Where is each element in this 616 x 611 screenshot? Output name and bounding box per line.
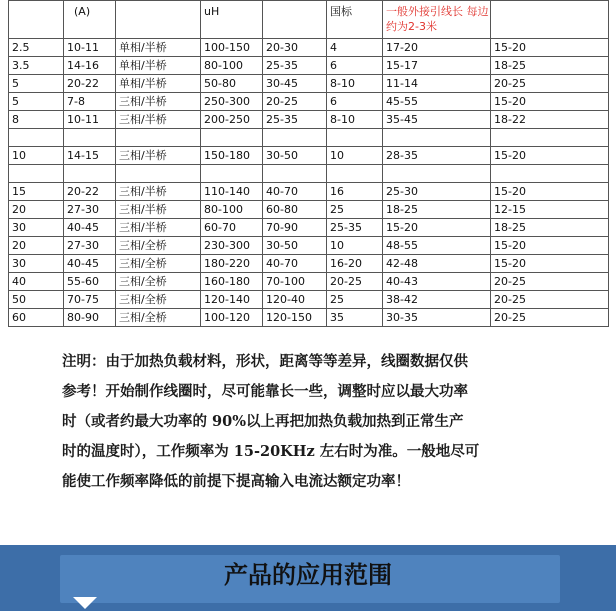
table-cell: 30 (9, 219, 64, 237)
spec-table-wrapper (8, 0, 608, 327)
table-cell: 40 (9, 273, 64, 291)
table-cell: 2.5 (9, 39, 64, 57)
table-cell: 6 (327, 93, 383, 111)
table-cell: 45-55 (383, 93, 491, 111)
table-row (9, 201, 609, 219)
table-row (9, 57, 609, 75)
table-cell: 200-250 (201, 111, 263, 129)
banner-title: 产品的应用范围 (224, 561, 392, 589)
table-header-row (9, 1, 609, 39)
table-cell: 70-75 (64, 291, 116, 309)
table-cell: 20-25 (491, 291, 609, 309)
note-line: 时的温度时），工作频率为 15-20KHz 左右时为准。一般地尽可 (62, 443, 480, 460)
table-cell: 8-10 (327, 75, 383, 93)
table-cell (327, 165, 383, 183)
table-cell: 6 (327, 57, 383, 75)
table-cell: 三相/半桥 (116, 147, 201, 165)
table-cell: 25-35 (263, 57, 327, 75)
table-cell: 3.5 (9, 57, 64, 75)
table-cell: 10-11 (64, 39, 116, 57)
table-cell: 180-220 (201, 255, 263, 273)
table-cell: 15-20 (383, 219, 491, 237)
table-cell: 42-48 (383, 255, 491, 273)
table-cell: 三相/全桥 (116, 237, 201, 255)
table-cell: 20-25 (327, 273, 383, 291)
table-cell: 80-100 (201, 201, 263, 219)
table-cell (64, 129, 116, 147)
table-cell: 40-43 (383, 273, 491, 291)
table-cell: 4 (327, 39, 383, 57)
table-cell: 35-45 (383, 111, 491, 129)
table-cell: 15-20 (491, 39, 609, 57)
table-cell (263, 165, 327, 183)
table-cell: 三相/全桥 (116, 291, 201, 309)
table-cell: 10 (327, 237, 383, 255)
table-cell: 120-40 (263, 291, 327, 309)
note-line: 能使工作频率降低的前提下提高输入电流达额定功率！ (62, 473, 410, 490)
table-cell: 18-22 (491, 111, 609, 129)
table-cell: 5 (9, 93, 64, 111)
header-cell (116, 1, 201, 39)
table-cell: 三相/半桥 (116, 111, 201, 129)
table-cell: 20-30 (263, 39, 327, 57)
table-cell: 50 (9, 291, 64, 309)
table-cell: 110-140 (201, 183, 263, 201)
table-cell: 单相/半桥 (116, 75, 201, 93)
table-row (9, 255, 609, 273)
table-cell (116, 165, 201, 183)
table-cell: 25 (327, 201, 383, 219)
table-row (9, 165, 609, 183)
table-cell: 20-25 (491, 273, 609, 291)
table-cell: 8-10 (327, 111, 383, 129)
table-cell: 50-80 (201, 75, 263, 93)
table-cell (383, 165, 491, 183)
table-cell: 10 (9, 147, 64, 165)
table-row (9, 309, 609, 327)
header-cell (263, 1, 327, 39)
table-cell: 160-180 (201, 273, 263, 291)
table-cell: 18-25 (491, 57, 609, 75)
table-cell: 15 (9, 183, 64, 201)
table-cell (383, 129, 491, 147)
table-cell: 10-11 (64, 111, 116, 129)
table-cell: 15-20 (491, 147, 609, 165)
header-cell: uH (201, 1, 263, 39)
table-cell: 12-15 (491, 201, 609, 219)
table-row (9, 111, 609, 129)
table-cell: 16-20 (327, 255, 383, 273)
table-cell: 15-20 (491, 183, 609, 201)
note-line: 注明：由于加热负载材料，形状，距离等等差异，线圈数据仅供 (62, 353, 468, 370)
table-cell: 20-25 (491, 309, 609, 327)
table-cell: 70-90 (263, 219, 327, 237)
table-cell: 8 (9, 111, 64, 129)
table-cell: 27-30 (64, 237, 116, 255)
table-cell: 30-45 (263, 75, 327, 93)
table-cell: 60-70 (201, 219, 263, 237)
table-cell: 30-50 (263, 147, 327, 165)
table-cell: 60 (9, 309, 64, 327)
table-cell (491, 129, 609, 147)
table-cell (116, 129, 201, 147)
table-row (9, 237, 609, 255)
table-cell: 25 (327, 291, 383, 309)
table-cell: 三相/半桥 (116, 183, 201, 201)
table-cell: 17-20 (383, 39, 491, 57)
table-cell (263, 129, 327, 147)
table-row (9, 129, 609, 147)
table-row (9, 39, 609, 57)
table-cell: 100-120 (201, 309, 263, 327)
table-row (9, 75, 609, 93)
table-cell: 48-55 (383, 237, 491, 255)
table-cell: 三相/半桥 (116, 93, 201, 111)
table-cell: 38-42 (383, 291, 491, 309)
table-cell: 三相/全桥 (116, 273, 201, 291)
note-paragraph (62, 347, 582, 497)
table-cell: 20-25 (491, 75, 609, 93)
table-cell (491, 165, 609, 183)
table-cell: 15-20 (491, 237, 609, 255)
table-cell: 80-100 (201, 57, 263, 75)
header-cell: (A) (64, 1, 116, 39)
coil-spec-table (8, 0, 609, 327)
table-row (9, 219, 609, 237)
table-cell: 单相/半桥 (116, 57, 201, 75)
table-cell: 15-20 (491, 255, 609, 273)
table-cell: 40-45 (64, 219, 116, 237)
section-banner (0, 545, 616, 611)
table-cell (327, 129, 383, 147)
header-cell-lead-length: 一般外接引线长 每边约为2-3米 (383, 1, 491, 39)
header-cell (491, 1, 609, 39)
table-cell: 70-100 (263, 273, 327, 291)
table-cell: 11-14 (383, 75, 491, 93)
table-cell: 15-17 (383, 57, 491, 75)
table-row (9, 93, 609, 111)
table-cell (9, 129, 64, 147)
table-cell: 三相/半桥 (116, 201, 201, 219)
table-cell: 25-30 (383, 183, 491, 201)
table-cell (64, 165, 116, 183)
table-cell: 20-22 (64, 75, 116, 93)
table-cell: 120-150 (263, 309, 327, 327)
table-cell: 7-8 (64, 93, 116, 111)
table-cell: 三相/全桥 (116, 309, 201, 327)
table-cell (201, 165, 263, 183)
table-cell: 20-25 (263, 93, 327, 111)
table-cell: 20-22 (64, 183, 116, 201)
header-cell: 国标 (327, 1, 383, 39)
table-cell: 40-70 (263, 183, 327, 201)
table-cell: 20 (9, 201, 64, 219)
table-cell: 40-70 (263, 255, 327, 273)
table-cell: 100-150 (201, 39, 263, 57)
table-cell: 30 (9, 255, 64, 273)
table-cell: 60-80 (263, 201, 327, 219)
table-cell: 25-35 (327, 219, 383, 237)
table-row (9, 291, 609, 309)
table-cell: 三相/全桥 (116, 255, 201, 273)
table-cell: 28-35 (383, 147, 491, 165)
table-cell: 230-300 (201, 237, 263, 255)
table-cell: 150-180 (201, 147, 263, 165)
table-row (9, 147, 609, 165)
table-cell: 20 (9, 237, 64, 255)
table-cell: 5 (9, 75, 64, 93)
table-cell: 10 (327, 147, 383, 165)
table-cell: 250-300 (201, 93, 263, 111)
table-cell: 80-90 (64, 309, 116, 327)
table-cell: 27-30 (64, 201, 116, 219)
table-row (9, 183, 609, 201)
table-cell: 16 (327, 183, 383, 201)
table-cell: 14-15 (64, 147, 116, 165)
table-cell: 18-25 (491, 219, 609, 237)
table-cell: 18-25 (383, 201, 491, 219)
table-cell: 120-140 (201, 291, 263, 309)
table-cell: 55-60 (64, 273, 116, 291)
table-cell: 14-16 (64, 57, 116, 75)
table-cell: 单相/半桥 (116, 39, 201, 57)
table-cell (9, 165, 64, 183)
table-cell: 25-35 (263, 111, 327, 129)
table-cell: 三相/半桥 (116, 219, 201, 237)
table-cell: 35 (327, 309, 383, 327)
table-cell: 30-35 (383, 309, 491, 327)
note-line: 时（或者约最大功率的 90%以上再把加热负载加热到正常生产 (62, 413, 464, 430)
note-line: 参考！开始制作线圈时，尽可能靠长一些，调整时应以最大功率 (62, 383, 468, 400)
table-cell: 15-20 (491, 93, 609, 111)
table-cell: 40-45 (64, 255, 116, 273)
header-cell (9, 1, 64, 39)
table-cell: 30-50 (263, 237, 327, 255)
table-cell (201, 129, 263, 147)
table-row (9, 273, 609, 291)
down-arrow-icon (73, 597, 97, 609)
